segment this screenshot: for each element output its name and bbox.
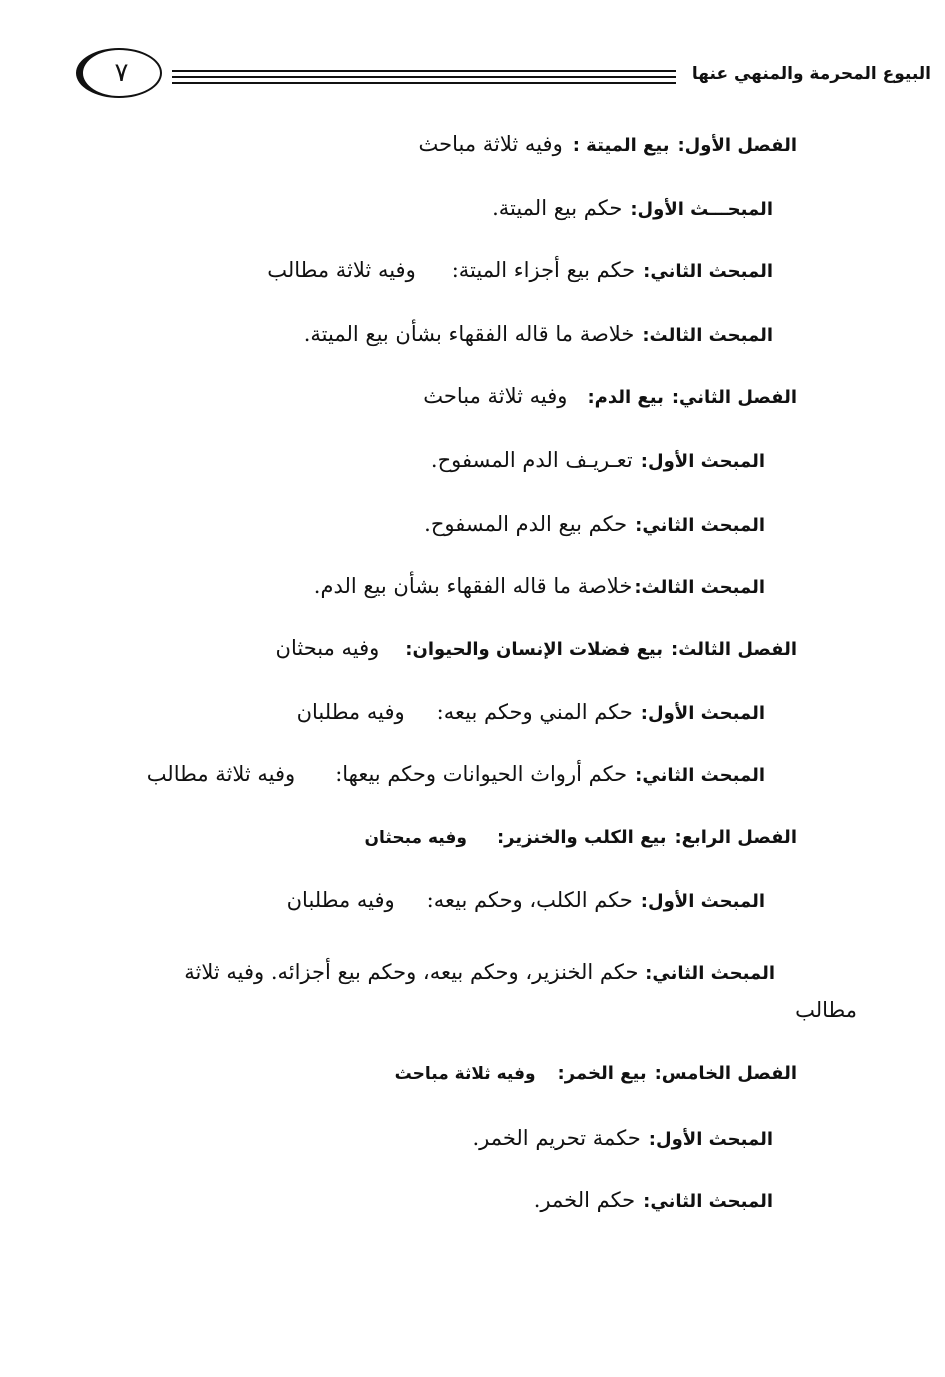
section-label: المبحث الأول:: [640, 891, 765, 912]
section-text: حكم بيع الدم المسفوح.: [424, 512, 628, 536]
section-text: حكم المني وحكم بيعه:: [436, 700, 633, 724]
chapter-heading: [395, 1058, 797, 1090]
section-label: المبحث الثاني:: [635, 765, 765, 786]
section-line: [297, 696, 765, 730]
section-text: حكمة تحريم الخمر.: [472, 1126, 641, 1150]
section-label: المبحث الأول:: [640, 703, 765, 724]
header-rule: [172, 70, 676, 72]
chapter-note: وفيه ثلاثة مباحث: [418, 132, 563, 156]
chapter-note: وفيه مبحثان: [364, 828, 467, 848]
section-text: حكم بيع أجزاء الميتة:: [451, 258, 636, 282]
section-line: [287, 884, 765, 918]
header-rule: [172, 76, 676, 78]
chapter-title: بيع فضلات الإنسان والحيوان:: [405, 639, 663, 660]
chapter-heading: [419, 128, 797, 162]
chapter-heading: [423, 380, 797, 414]
section-line: [472, 1122, 773, 1156]
section-line: [534, 1184, 773, 1218]
page-number-badge: [76, 48, 162, 98]
chapter-label: الفصل الخامس:: [654, 1063, 797, 1084]
section-text-wrap: مطالب: [795, 998, 857, 1022]
chapter-heading: [276, 632, 797, 666]
section-text: تعـريـف الدم المسفوح.: [430, 448, 633, 472]
header-rule: [172, 82, 676, 84]
section-text: حكم الكلب، وحكم بيعه:: [426, 888, 633, 912]
page-header: [0, 0, 945, 120]
section-line: [267, 254, 773, 288]
section-text: حكم الخمر.: [533, 1188, 636, 1212]
section-line: [314, 570, 765, 604]
section-label: المبحـــث الأول:: [630, 199, 773, 220]
chapter-heading: [365, 822, 797, 854]
section-line-justified: [82, 948, 775, 998]
chapter-label: الفصل الرابع:: [674, 827, 797, 848]
chapter-note: وفيه ثلاثة مباحث: [423, 384, 568, 408]
section-text: حكم أرواث الحيوانات وحكم بيعها:: [335, 762, 628, 786]
chapter-note: وفيه مبحثان: [275, 636, 380, 660]
section-line: [492, 192, 773, 226]
section-text: خلاصة ما قاله الفقهاء بشأن بيع الميتة.: [303, 322, 635, 346]
chapter-label: الفصل الأول:: [677, 135, 797, 156]
chapter-title: بيع الكلب والخنزير:: [496, 827, 667, 848]
section-label: المبحث الثالث:: [634, 577, 765, 598]
chapter-title: بيع الميتة :: [572, 135, 670, 156]
section-text: حكم بيع الميتة.: [492, 196, 623, 220]
page-number: ٧: [114, 58, 129, 88]
section-label: المبحث الأول:: [648, 1129, 773, 1150]
chapter-title: بيع الخمر:: [557, 1063, 647, 1084]
section-text: حكم الخنزير، وحكم بيعه، وحكم بيع أجزائه. وفيه ثلاثة: [184, 960, 639, 984]
running-title: البيوع المحرمة والمنهي عنها: [691, 64, 931, 84]
section-label: المبحث الثاني:: [645, 963, 775, 984]
section-label: المبحث الأول:: [640, 451, 765, 472]
section-line: [424, 508, 765, 542]
section-note: وفيه مطلبان: [296, 700, 405, 724]
section-note: وفيه ثلاثة مطالب: [267, 258, 416, 282]
section-label: المبحث الثاني:: [643, 1191, 773, 1212]
chapter-title: بيع الدم:: [587, 387, 664, 408]
chapter-note: وفيه ثلاثة مباحث: [394, 1064, 536, 1084]
section-line: [147, 758, 765, 792]
section-label: المبحث الثاني:: [643, 261, 773, 282]
section-label: المبحث الثاني:: [635, 515, 765, 536]
chapter-label: الفصل الثاني:: [671, 387, 797, 408]
section-line: [304, 318, 773, 352]
chapter-label: الفصل الثالث:: [671, 639, 797, 660]
section-label: المبحث الثالث:: [642, 325, 773, 346]
section-note: وفيه مطلبان: [286, 888, 395, 912]
section-note: وفيه ثلاثة مطالب: [146, 762, 296, 786]
section-line: [431, 444, 765, 478]
section-text: خلاصة ما قاله الفقهاء بشأن بيع الدم.: [313, 574, 633, 598]
